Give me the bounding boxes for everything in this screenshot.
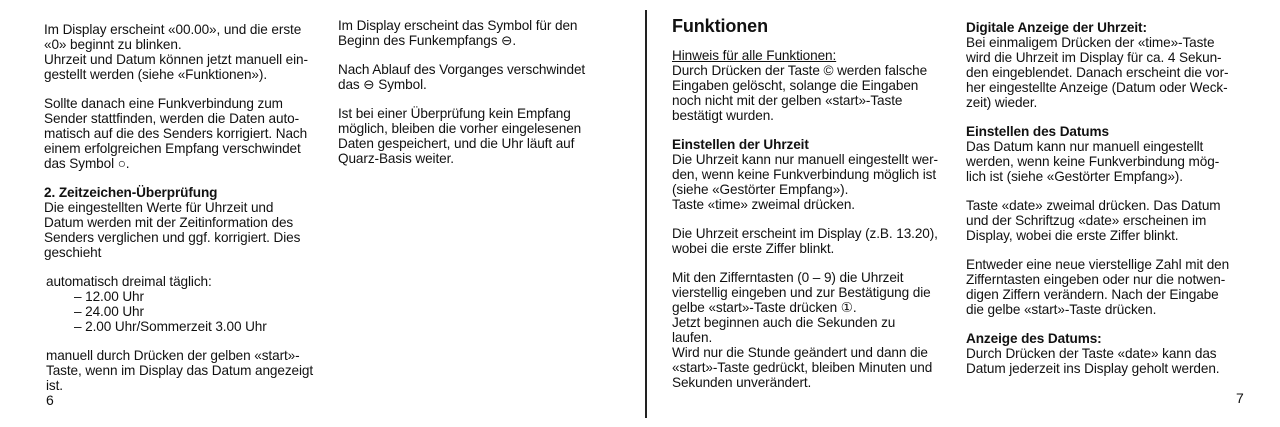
page-title: Funktionen	[672, 16, 768, 36]
section-heading-uhrzeit: Einstellen der Uhrzeit	[672, 137, 809, 152]
col4-paragraph-3: Taste «date» zweimal drücken. Das Datum und der Schriftzug «date» erscheinen im Display, wobei die erste Ziffer blinkt.	[966, 198, 1221, 243]
col1-paragraph-3: Die eingestellten Werte für Uhrzeit und Datum werden mit der Zeitinformation des Senders verglichen und ggf. korrigiert. Dies geschieht	[44, 200, 301, 260]
col4-paragraph-2: Das Datum kann nur manuell eingestellt werden, wenn keine Funkverbindung mög- lich ist (siehe «Gestörter Empfang»).	[966, 139, 1220, 184]
col1-paragraph-4: automatisch dreimal täglich:	[46, 274, 212, 289]
note-heading: Hinweis für alle Funktionen:	[672, 48, 837, 63]
col2-paragraph-1: Im Display erscheint das Symbol für den Beginn des Funkempfangs ⊖.	[338, 18, 578, 48]
col4-paragraph-1: Bei einmaligem Drücken der «time»-Taste wird die Uhrzeit im Display für ca. 4 Sekun- den eingeblendet. Danach erscheint die vor- her eingestellte Anzeige (Datum oder Weck- zeit) wieder.	[966, 35, 1229, 110]
col1-paragraph-5: manuell durch Drücken der gelben «start»- Taste, wenn im Display das Datum angezeigt ist.	[46, 348, 314, 393]
col3-paragraph-1: Die Uhrzeit kann nur manuell eingestellt wer- den, wenn keine Funkverbindung möglich ist (siehe «Gestörter Empfang»). Taste «time» zweimal drücken.	[672, 152, 938, 212]
list-item: – 24.00 Uhr	[74, 304, 144, 319]
right-page-column-1	[672, 16, 957, 390]
page-spine-divider	[645, 10, 647, 418]
note-paragraph: Durch Drücken der Taste © werden falsche Eingaben gelöscht, solange die Eingaben noch nicht mit der gelben «start»-Taste bestätigt wurden.	[672, 63, 928, 123]
col2-paragraph-3: Ist bei einer Überprüfung kein Empfang möglich, bleiben die vorher eingelesenen Daten gespeichert, und die Uhr läuft auf Quarz-Basis weiter.	[338, 106, 582, 166]
col3-paragraph-3: Mit den Zifferntasten (0 – 9) die Uhrzeit vierstellig eingeben und zur Bestätigung die gelbe «start»-Taste drücken ①. Jetzt beginnen auch die Sekunden zu laufen. Wird nur die Stunde geändert und dann die «start»-Taste gedrückt, bleiben Minuten und Sekunden unverändert.	[672, 270, 933, 390]
col4-paragraph-4: Entweder eine neue vierstellige Zahl mit den Zifferntasten eingeben oder nur die notwen- digen Ziffern verändern. Nach der Eingabe die gelbe «start»-Taste drücken.	[966, 257, 1230, 317]
right-page-column-2	[966, 20, 1256, 376]
col2-paragraph-2: Nach Ablauf des Vorganges verschwindet das ⊖ Symbol.	[338, 62, 586, 92]
col1-paragraph-1: Im Display erscheint «00.00», und die erste «0» beginnt zu blinken. Uhrzeit und Datum können jetzt manuell ein- gestellt werden (siehe «Funktionen»).	[44, 22, 308, 82]
page-number-left: 6	[46, 392, 54, 408]
list-item: – 12.00 Uhr	[74, 289, 144, 304]
section-heading-datum: Einstellen des Datums	[966, 124, 1109, 139]
list-item: – 2.00 Uhr/Sommerzeit 3.00 Uhr	[74, 319, 267, 334]
section-heading-digitale-anzeige: Digitale Anzeige der Uhrzeit:	[966, 20, 1147, 35]
section-heading-anzeige-datum: Anzeige des Datums:	[966, 331, 1102, 346]
page-number-right: 7	[1236, 390, 1244, 406]
col4-paragraph-5: Durch Drücken der Taste «date» kann das Datum jederzeit ins Display geholt werden.	[966, 346, 1220, 376]
col3-paragraph-2: Die Uhrzeit erscheint im Display (z.B. 13.20), wobei die erste Ziffer blinkt.	[672, 226, 938, 256]
time-list	[44, 289, 334, 334]
section-heading-zeitzeichen: 2. Zeitzeichen-Überprüfung	[44, 185, 218, 200]
left-page-column-2	[338, 18, 628, 166]
left-page-column-1	[44, 22, 334, 393]
col1-paragraph-2: Sollte danach eine Funkverbindung zum Sender stattfinden, werden die Daten auto- matisch auf die des Senders korrigiert. Nach einem erfolgreichen Empfang verschwindet das Symbol ○.	[44, 96, 308, 171]
